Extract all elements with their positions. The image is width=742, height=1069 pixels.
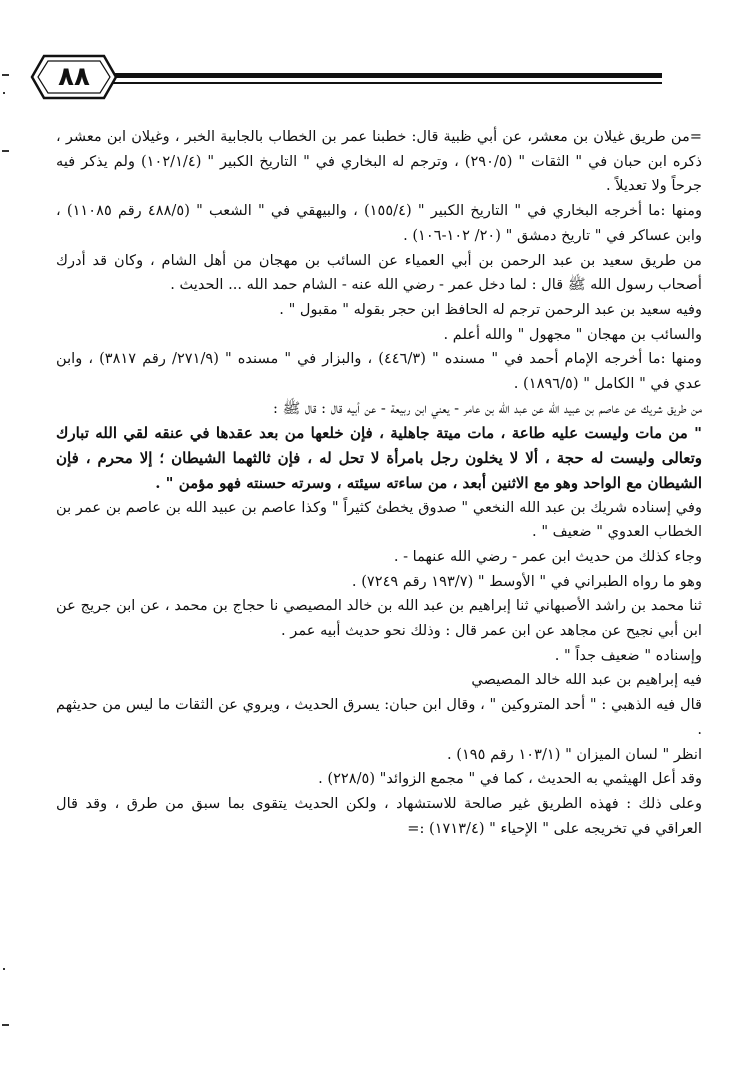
- paragraph: انظر " لسان الميزان " (١٠٣/١ رقم ١٩٥) .: [446, 745, 702, 763]
- paragraph: وعلى ذلك : فهذه الطريق غير صالحة للاستشهاد ، ولكن الحديث يتقوى بما سبق من طرق ، وقد قال العراقي في تخريجه على " الإحياء " (١٧١٣/٤) :=: [56, 794, 702, 837]
- scan-edge-mark: [2, 74, 9, 76]
- header-rule-thin: [108, 82, 662, 84]
- paragraph: قال فيه الذهبي : " أحد المتروكين " ، وقال ابن حبان: يسرق الحديث ، ويروي عن الثقات ما ليس من حديثهم .: [56, 696, 702, 738]
- paragraph: وهو ما رواه الطبراني في " الأوسط " (١٩٣/٧ رقم ٧٢٤٩) .: [351, 572, 702, 590]
- paragraph: وفي إسناده شريك بن عبد الله النخعي " صدوق يخطئ كثيراً " وكذا عاصم بن عبيد الله بن عاصم بن عمر بن الخطاب العدوي " ضعيف " .: [56, 498, 702, 541]
- paragraph: فيه إبراهيم بن عبد الله خالد المصيصي: [471, 671, 702, 689]
- main-text: [56, 125, 702, 841]
- page-header: [30, 52, 662, 102]
- scan-edge-mark: [3, 92, 5, 94]
- header-rule-thick: [108, 73, 662, 78]
- paragraph: ثنا محمد بن راشد الأصبهاني ثنا إبراهيم بن عبد الله بن خالد المصيصي نا حجاج بن محمد ، عن ابن جريج عن ابن أبي نجيح عن مجاهد عن ابن عمر قال : وذلك نحو حديث أبيه عمر .: [56, 597, 702, 640]
- page-number-badge: [30, 52, 118, 102]
- scan-edge-mark: [2, 1024, 9, 1026]
- paragraph: من طريق سعيد بن عبد الرحمن بن أبي العمياء عن السائب بن مهجان من أهل الشام ، وكان قد أدرك أصحاب رسول الله ﷺ قال : لما دخل عمر - رضي الله عنه - الشام حمد الله ... الحديث .: [56, 251, 702, 294]
- paragraph: وإسناده " ضعيف جداً " .: [554, 646, 702, 664]
- paragraph: وقد أعل الهيثمي به الحديث ، كما في " مجمع الزوائد" (٢٢٨/٥) .: [318, 770, 702, 788]
- paragraph: وفيه سعيد بن عبد الرحمن ترجم له الحافظ ابن حجر بقوله " مقبول " .: [279, 300, 702, 318]
- paragraph: والسائب بن مهجان " مجهول " والله أعلم .: [443, 325, 702, 343]
- paragraph: ومنها :ما أخرجه البخاري في " التاريخ الكبير " (١٥٥/٤) ، والبيهقي في " الشعب " (٤٨٨/٥ رقم ١١٠٨٥) ، وابن عساكر في " تاريخ دمشق " (٢٠/ ١٠٢-١٠٦) .: [56, 202, 703, 244]
- paragraph: ومنها :ما أخرجه الإمام أحمد في " مسنده " (٤٤٦/٣) ، والبزار في " مسنده " (٢٧١/٩/ رقم ٣٨١٧) ، وابن عدي في " الكامل " (١٨٩٦/٥) .: [56, 350, 702, 393]
- page-number: ٨٨: [58, 62, 90, 92]
- scan-edge-mark: [2, 150, 9, 152]
- paragraph: وجاء كذلك من حديث ابن عمر - رضي الله عنهما - .: [393, 547, 702, 565]
- scan-edge-mark: [3, 968, 5, 970]
- paragraph: من طريق شريك عن عاصم بن عبيد الله عن عبد الله بن عامر - يعني ابن ربيعة - عن أبيه قال : قال ﷺ :: [273, 399, 702, 417]
- hadith-text: " من مات وليست عليه طاعة ، مات ميتة جاهلية ، فإن خلعها من بعد عقدها في عنقه لقي الله تبارك وتعالى وليست له حجة ، ألا لا يخلون رجل بامرأة لا تحل له ، فإن ثالثهما الشيطان ؛ إلا محرم ، فإن الشيطان مع الواحد وهو مع الاثنين أبعد ، من ساءته سيئته ، وسرته حسنته فهو مؤمن " .: [56, 424, 702, 492]
- paragraph: =من طريق غيلان بن معشر، عن أبي ظبية قال: خطبنا عمر بن الخطاب بالجابية الخبر ، وغيلان ابن معشر ، ذكره ابن حبان في " الثقات " (٢٩٠/٥) ، وترجم له البخاري في " التاريخ الكبير " (١٠٢/١/٤) ولم يذكر فيه جرحاً ولا تعديلاً .: [56, 128, 703, 195]
